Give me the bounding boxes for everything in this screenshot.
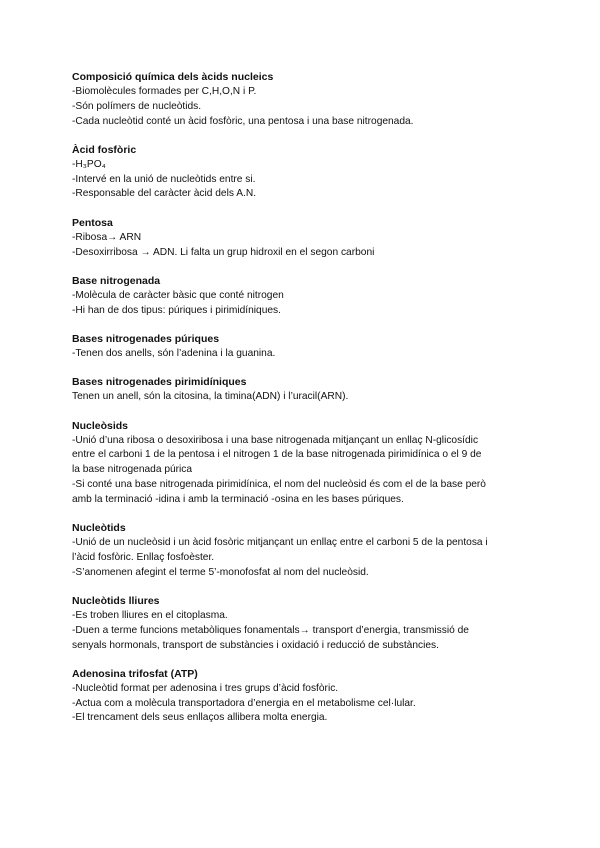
text-line: -Biomolècules formades per C,H,O,N i P.: [72, 86, 257, 97]
text-line: -Cada nucleòtid conté un àcid fosfòric, una pentosa i una base nitrogenada.: [72, 115, 414, 127]
section-nucleotids: [72, 521, 542, 580]
text-line: amb la terminació -idina i amb la terminació -osina en les bases púriques.: [72, 493, 404, 505]
section-heading: Adenosina trifosfat (ATP): [72, 667, 198, 680]
section-bases-puriques: [72, 332, 542, 362]
text-line: -El trencament dels seus enllaços allibera molta energia.: [72, 712, 328, 724]
section-heading: Àcid fosfòric: [72, 143, 137, 156]
text-line: la base nitrogenada púrica: [72, 464, 193, 476]
text-line: -Unió de un nucleòsid i un àcid fosòric mitjançant un enllaç entre el carboni 5 de la pentosa i: [72, 537, 488, 549]
section-heading: Bases nitrogenades púriques: [72, 332, 220, 345]
section-pentosa: [72, 216, 542, 261]
section-heading: Nucleòsids: [72, 419, 129, 432]
text-line: -Molècula de caràcter bàsic que conté nitrogen: [72, 289, 284, 301]
text-line: -Nucleòtid format per adenosina i tres grups d’àcid fosfòric.: [72, 682, 339, 694]
text-line: -Tenen dos anells, són l’adenina i la guanina.: [72, 347, 276, 359]
text-line: l’àcid fosfòric. Enllaç fosfoèster.: [72, 551, 215, 563]
section-heading: Nucleòtids: [72, 522, 126, 535]
section-acid-fosforic: [72, 143, 542, 202]
text-line: -H₃PO₄: [72, 158, 106, 170]
section-atp: [72, 667, 542, 726]
text-line: -Hi han de dos tipus: púriques i pirimidíniques.: [72, 304, 281, 316]
text-line: -Unió d’una ribosa o desoxiribosa i una base nitrogenada mitjançant un enllaç N-glicosídic: [72, 434, 479, 446]
text-line: -Responsable del caràcter àcid dels A.N.: [72, 188, 257, 200]
text-line: -Es troben lliures en el citoplasma.: [72, 609, 228, 621]
text-line: -S’anomenen afegint el terme 5’-monofosfat al nom del nucleòsid.: [72, 566, 369, 578]
text-line: entre el carboni 1 de la pentosa i el nitrogen 1 de la base nitrogenada pirimidínica o el 9 de: [72, 449, 482, 461]
text-line: -Actua com a molècula transportadora d’energia en el metabolisme cel·lular.: [72, 697, 416, 709]
section-heading: Pentosa: [72, 216, 113, 229]
document-page: [72, 70, 542, 740]
section-composicio: [72, 70, 542, 129]
section-heading: Nucleòtids lliures: [72, 594, 160, 607]
section-heading: Bases nitrogenades pirimidíniques: [72, 376, 247, 389]
text-line: -Duen a terme funcions metabòliques fonamentals→ transport d’energia, transmissió de: [72, 624, 469, 636]
section-base-nitrogenada: [72, 274, 542, 319]
section-nucleosids: [72, 419, 542, 508]
text-line: -Són polímers de nucleòtids.: [72, 100, 202, 112]
section-heading: Base nitrogenada: [72, 274, 161, 287]
text-line: -Intervé en la unió de nucleòtids entre si.: [72, 173, 256, 185]
section-nucleotids-lliures: [72, 594, 542, 653]
text-line: -Si conté una base nitrogenada pirimidínica, el nom del nucleòsid és com el de la base però: [72, 478, 486, 490]
text-line: senyals hormonals, transport de substàncies i oxidació i reducció de substàncies.: [72, 639, 439, 651]
text-line: Tenen un anell, són la citosina, la timina(ADN) i l’uracil(ARN).: [72, 391, 349, 403]
text-line: -Ribosa→ ARN: [72, 231, 142, 243]
text-line: -Desoxirribosa → ADN. Li falta un grup hidroxil en el segon carboni: [72, 246, 375, 258]
section-bases-pirimidiniques: [72, 375, 542, 405]
section-heading: Composició química dels àcids nucleics: [72, 71, 274, 83]
